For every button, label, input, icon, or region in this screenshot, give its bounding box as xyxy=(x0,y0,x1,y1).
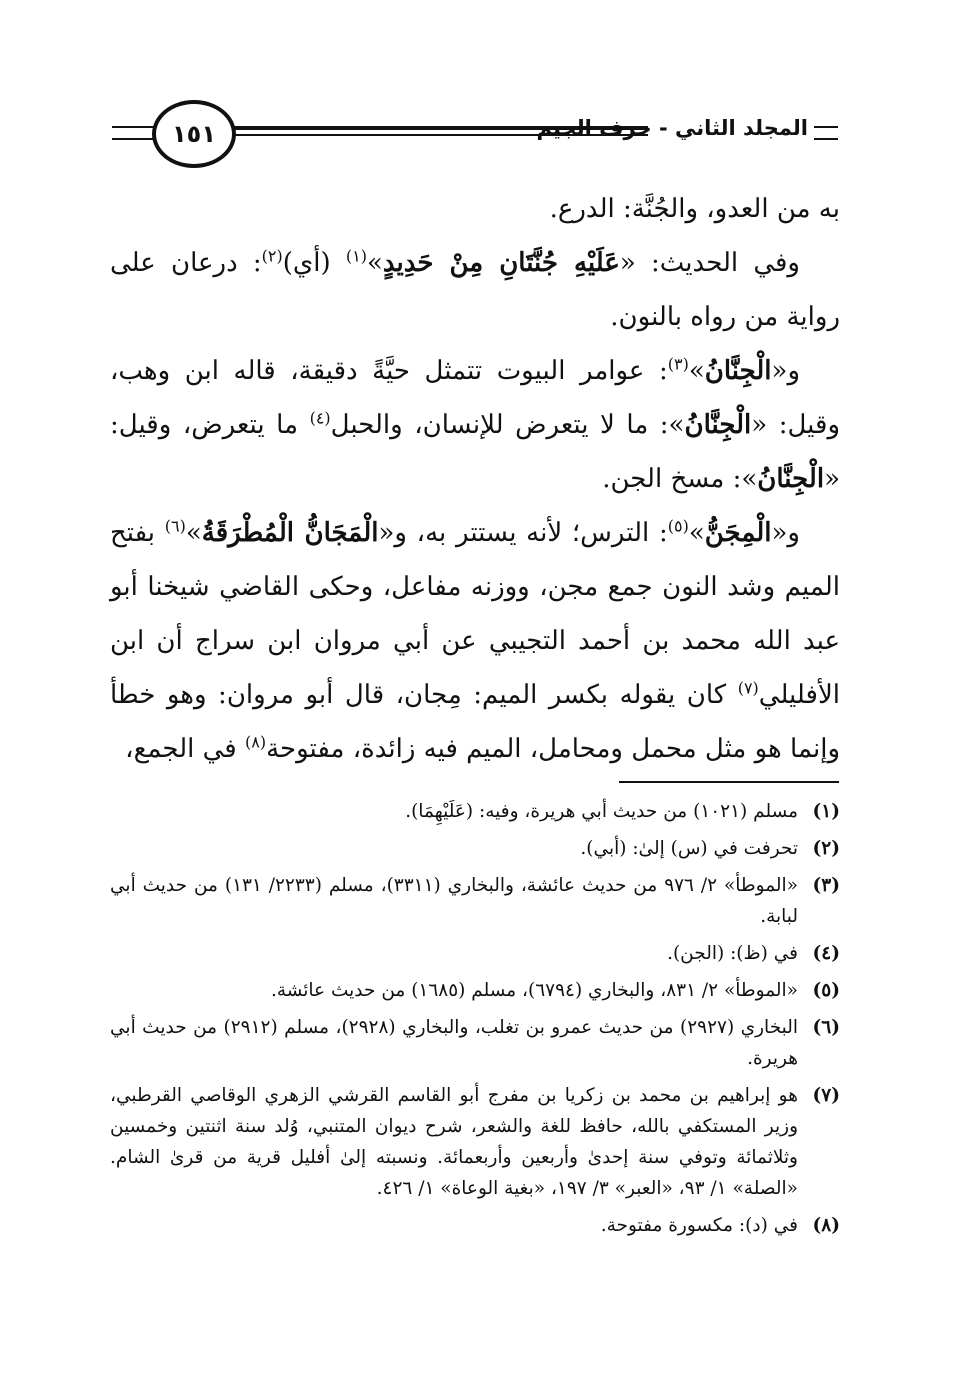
footnote-text: في (ظ): (الجن). xyxy=(667,943,798,964)
footnote-ref-3[interactable]: (٣) xyxy=(667,354,689,374)
text-run: : درعان على رواية من رواه بالنون. xyxy=(110,248,840,332)
text-run: (أي) xyxy=(282,248,346,278)
entry-term: الْجِنَّانُ xyxy=(704,356,772,386)
footnote-6 xyxy=(110,1012,840,1074)
text-run: » xyxy=(366,248,383,278)
footnote-text: البخاري (٢٩٢٧) من حديث عمرو بن تغلب، والبخاري (٢٩٢٨)، مسلم (٢٩١٢) من حديث أبي هريرة. xyxy=(110,1017,798,1069)
footnote-2 xyxy=(110,833,840,864)
footnote-number: (٧) xyxy=(812,1085,840,1106)
footnote-7 xyxy=(110,1080,840,1204)
footnote-number: (٣) xyxy=(812,875,840,896)
footnote-text: «الموطأ» ٢/ ٨٣١، والبخاري (٦٧٩٤)، مسلم (١٦٨٥) من حديث عائشة. xyxy=(270,980,798,1001)
footnote-8 xyxy=(110,1210,840,1241)
footnote-number: (٥) xyxy=(812,980,840,1001)
footnote-text: هو إبراهيم بن محمد بن زكريا بن مفرج أبو القاسم القرشي الزهري الوقاصي القرطبي، وزير المستكفي بالله، حافظ للغة والشعر، شرح ديوان المتنبي، وُلد سنة اثنتين وخمسين وثلاثمائة وتوفي سنة إحدىٰ وأربعين وأربعمائة. ونسبته إلىٰ أفليل قرية من قرىٰ الشام. «الصلة» ١/ ٩٣، «العبر» ٣/ ١٩٧، «بغية الوعاة» ١/ ٤٢٦. xyxy=(110,1085,798,1199)
paragraph-4 xyxy=(110,506,840,776)
footnote-3 xyxy=(110,870,840,932)
footnote-number: (٢) xyxy=(812,838,840,859)
page-header xyxy=(112,96,838,176)
main-text xyxy=(110,182,840,776)
entry-term: الْجِنَّانُ xyxy=(757,464,825,494)
text-run: و« xyxy=(771,518,800,548)
footnote-number: (٨) xyxy=(812,1215,840,1236)
footnote-ref-6[interactable]: (٦) xyxy=(164,516,186,536)
paragraph-3 xyxy=(110,344,840,506)
text-run: » xyxy=(688,518,705,548)
text-run: كان يقوله بكسر الميم: مِجان، قال أبو مروان: وهو خطأ وإنما هو مثل محمل ومحامل، الميم فيه زائدة، مفتوحة xyxy=(110,680,840,764)
footnote-number: (٤) xyxy=(812,943,840,964)
text-run: : الترس؛ لأنه يستتر به، و« xyxy=(378,518,668,548)
footnote-ref-4[interactable]: (٤) xyxy=(309,408,331,428)
text-run: » xyxy=(688,356,705,386)
text-run: »: مسخ الجن. xyxy=(602,464,758,494)
paragraph-1: به من العدو، والجُنَّة: الدرع. xyxy=(549,194,840,224)
footnote-text: تحرفت في (س) إلىٰ: (أبي). xyxy=(580,838,798,859)
hadith-term: عَلَيْهِ جُنَّتَانِ مِنْ حَدِيدٍ xyxy=(382,248,620,278)
text-run: ما يتعرض، وقيل: « xyxy=(110,410,840,494)
text-run: » xyxy=(185,518,202,548)
text-run: : عوامر البيوت تتمثل حيَّةً دقيقة، قاله ابن وهب، وقيل: « xyxy=(110,356,841,440)
footnote-ref-1[interactable]: (١) xyxy=(345,246,367,266)
text-run: »: ما لا يتعرض للإنسان، والحبل xyxy=(330,410,685,440)
paragraph-2 xyxy=(110,236,840,344)
footnote-4 xyxy=(110,938,840,969)
footnote-number: (١) xyxy=(812,801,840,822)
text-run: و« xyxy=(771,356,800,386)
header-rule-right xyxy=(814,126,838,140)
footnote-ref-8[interactable]: (٨) xyxy=(245,732,267,752)
footnote-ref-7[interactable]: (٧) xyxy=(737,678,759,698)
running-title: المجلد الثاني - حرف الجيم xyxy=(536,116,808,140)
footnotes xyxy=(110,796,840,1247)
entry-term: الْجِنَّانُ xyxy=(684,410,752,440)
footnote-ref-2[interactable]: (٢) xyxy=(261,246,283,266)
footnote-text: مسلم (١٠٢١) من حديث أبي هريرة، وفيه: (عَلَيْهِمَا). xyxy=(405,801,798,822)
page-number: ١٥١ xyxy=(172,120,216,148)
footnote-1 xyxy=(110,796,840,827)
entry-term: الْمَجَانُّ الْمُطْرَقَةُ xyxy=(201,518,379,548)
text-run: بفتح الميم وشد النون جمع مجن، ووزنه مفاعل، وحكى القاضي شيخنا أبو عبد الله محمد بن أحمد التجيبي عن أبي مروان ابن سراج أن ابن الأفليلي xyxy=(110,518,840,710)
text-run: في الجمع، xyxy=(125,734,245,764)
footnote-number: (٦) xyxy=(812,1017,840,1038)
footnote-text: «الموطأ» ٢/ ٩٧٦ من حديث عائشة، والبخاري (٣٣١١)، مسلم (٢٢٣٣/ ١٣١) من حديث أبي لبابة. xyxy=(110,875,798,927)
footnote-ref-5[interactable]: (٥) xyxy=(667,516,689,536)
page-number-badge xyxy=(152,100,236,168)
footnote-5 xyxy=(110,975,840,1006)
footnote-text: في (د): مكسورة مفتوحة. xyxy=(600,1215,798,1236)
footnote-separator xyxy=(619,781,839,783)
entry-term: الْمِجَنُّ xyxy=(704,518,772,548)
text-run: وفي الحديث: « xyxy=(619,248,800,278)
